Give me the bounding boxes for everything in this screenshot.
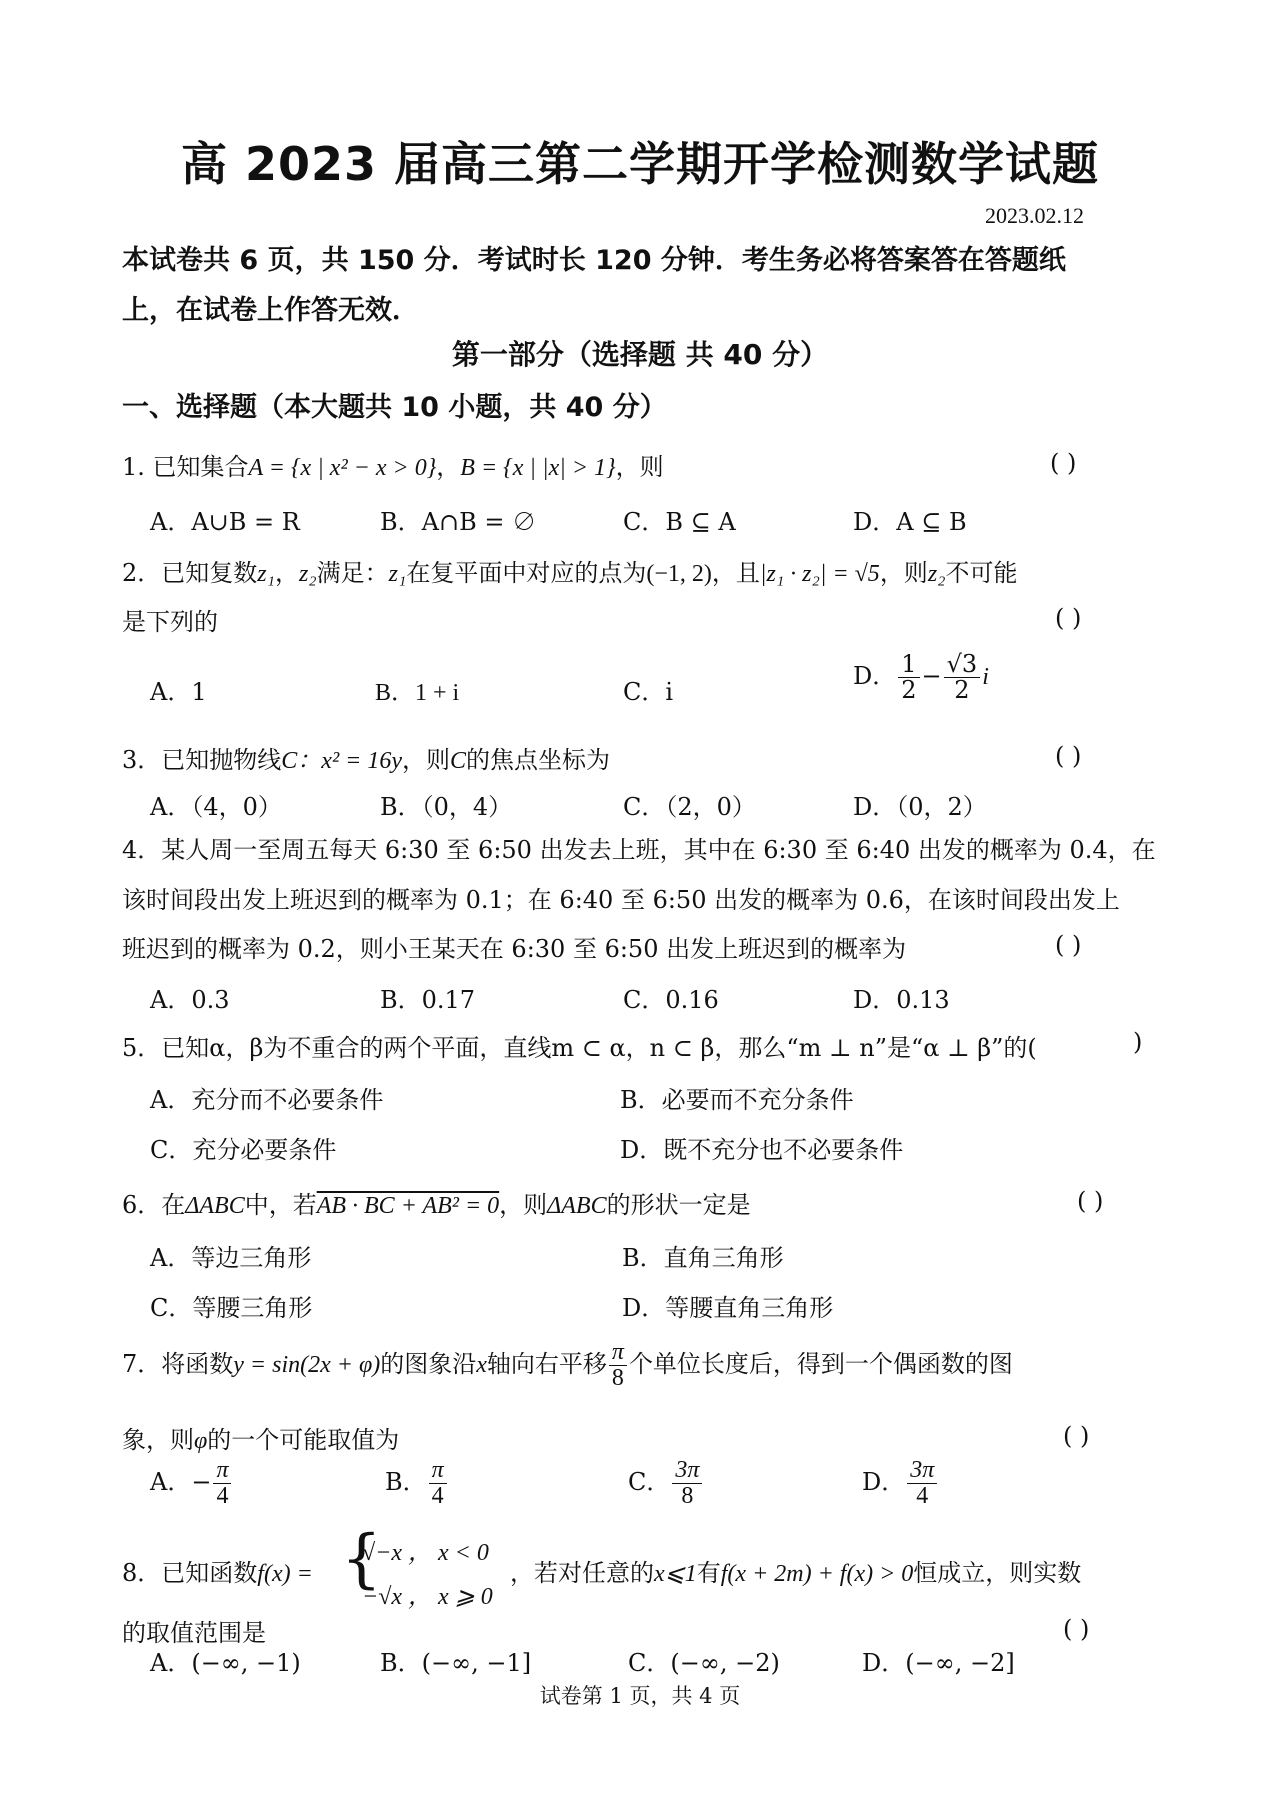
q7-option-a-sign: − [191, 1468, 212, 1497]
q7-answer-paren: ( ) [1063, 1422, 1090, 1450]
q7-option-c-frac: $\frac{3\pi}{8}$ [672, 1458, 702, 1509]
q1-option-c: C．B ⊆ A [623, 508, 736, 536]
q7-option-b-frac: $\frac{\pi}{4}$ [429, 1458, 447, 1509]
q8-inequality: f(x + 2m) + f(x) > 0 [720, 1561, 914, 1587]
q6-triangle-again: ΔABC [547, 1193, 607, 1219]
q7-stem-c: 轴向右平移 [486, 1350, 607, 1379]
q2-z1-again: z₁ [388, 561, 407, 587]
q7-option-b [385, 1458, 449, 1509]
q3-stem-b: ，则 [402, 746, 450, 774]
q3-option-b: B．（0，4） [380, 793, 513, 821]
q3-stem-c: 的焦点坐标为 [466, 746, 611, 774]
q4-option-b: B．0.17 [380, 986, 476, 1014]
q6-answer-paren: ( ) [1077, 1187, 1104, 1215]
q1-stem-c: ，则 [615, 453, 664, 481]
q8-option-a: A．(−∞, −1) [150, 1649, 301, 1677]
q4-option-d: D．0.13 [853, 986, 950, 1014]
q1-option-b: B．A∩B = ∅ [380, 508, 537, 536]
q2-point: (−1, 2) [646, 561, 712, 587]
q1-set-b: B = {x | |x| > 1} [460, 455, 616, 481]
q7-phi: φ [194, 1428, 208, 1454]
q7-option-c [628, 1458, 704, 1509]
q7-stem-a: 7．将函数 [122, 1350, 234, 1379]
q3-equation: x² = 16y [321, 748, 402, 774]
q5-option-c: C．充分必要条件 [150, 1136, 337, 1164]
q4-answer-paren: ( ) [1055, 931, 1082, 959]
q6-stem-b: 中，若 [244, 1191, 317, 1219]
q2-answer-paren: ( ) [1055, 604, 1082, 632]
q1-stem-a: 1. 已知集合 [122, 453, 249, 481]
q8-case-2: −√x ， x ⩾ 0 [362, 1584, 493, 1610]
q8-brace: { [341, 1522, 382, 1596]
q6-option-d: D．等腰直角三角形 [622, 1294, 834, 1322]
q7-line2-a: 象，则 [122, 1426, 194, 1454]
exam-date: 2023.02.12 [985, 203, 1084, 228]
q8-stem-b: ，若对任意的 [510, 1559, 654, 1587]
q7-option-d-frac: $\frac{3\pi}{4}$ [907, 1458, 937, 1509]
q3-stem-a: 3．已知抛物线 [122, 746, 282, 774]
q2-option-a: A．1 [150, 678, 207, 706]
q2-option-b: B．1 + i [375, 680, 460, 706]
q5-close-paren: ) [1133, 1028, 1143, 1056]
q4-line-3: 班迟到的概率为 0.2，则小王某天在 6:30 至 6:50 出发上班迟到的概率为 [122, 935, 907, 963]
q2-stem-b: 满足： [316, 559, 389, 587]
q1-option-d: D．A ⊆ B [853, 508, 967, 536]
q2-option-d-minus: − [921, 662, 942, 691]
q7-x: x [476, 1352, 487, 1379]
q2-z1: z₁ [257, 561, 275, 587]
q7-option-a-frac: $\frac{\pi}{4}$ [213, 1458, 231, 1509]
q7-option-d-label: D． [862, 1468, 906, 1497]
page-footer: 试卷第 1 页，共 4 页 [539, 1684, 741, 1708]
q3-curve-name: C [450, 748, 467, 774]
q2-option-c: C．i [623, 678, 674, 706]
q6-triangle: ΔABC [185, 1193, 245, 1219]
q2-z2-again: z₂ [927, 561, 946, 587]
q7-option-c-label: C． [628, 1468, 671, 1497]
q6-option-c: C．等腰三角形 [150, 1294, 313, 1322]
q6-option-b: B．直角三角形 [622, 1244, 784, 1272]
q5-option-d: D．既不充分也不必要条件 [620, 1136, 904, 1164]
q1-answer-paren: ( ) [1050, 449, 1077, 477]
q6-stem-a: 6．在 [122, 1191, 186, 1219]
q2-option-d-label: D． [853, 662, 897, 691]
q6-vector-eq: AB · BC + AB² = 0 [316, 1193, 500, 1219]
q4-line-2: 该时间段出发上班迟到的概率为 0.1；在 6:40 至 6:50 出发的概率为 0.6，在该时间段出发上 [122, 886, 1120, 914]
q2-modulus: |z₁ · z₂| = √5 [759, 561, 880, 587]
q8-stem-rest [510, 1553, 1081, 1588]
q2-stem-e: ，则 [879, 559, 928, 587]
q2-stem-d: ，且 [711, 559, 760, 587]
question-3 [122, 740, 610, 775]
question-5: 5．已知α，β为不重合的两个平面，直线m ⊂ α，n ⊂ β，那么“m ⊥ n”是“α ⊥ β”的( [122, 1034, 1037, 1062]
q6-option-a: A．等边三角形 [150, 1244, 312, 1272]
q2-option-d-i: i [982, 664, 989, 691]
q2-option-d-frac2: $\frac{√3}{2}$ [944, 652, 981, 703]
question-6 [122, 1185, 751, 1220]
q2-z2: z₂ [298, 561, 317, 587]
q7-option-d [862, 1458, 939, 1509]
q3-curve: C： [281, 748, 322, 774]
exam-title: 高 2023 届高三第二学期开学检测数学试题 [180, 137, 1100, 191]
q4-option-c: C．0.16 [623, 986, 719, 1014]
q6-stem-c: ，则 [499, 1191, 548, 1219]
q8-option-d: D．(−∞, −2] [862, 1649, 1015, 1677]
q7-line2-b: 的一个可能取值为 [207, 1426, 400, 1454]
q2-option-d [853, 652, 989, 703]
q1-stem-b: ， [436, 453, 461, 481]
q7-option-a-label: A． [150, 1468, 192, 1497]
q8-option-b: B．(−∞, −1] [380, 1649, 532, 1677]
q8-line-2: 的取值范围是 [122, 1619, 266, 1647]
part-title: 第一部分（选择题 共 40 分） [451, 338, 829, 371]
q8-option-c: C．(−∞, −2) [628, 1649, 780, 1677]
q8-condition: x⩽1 [654, 1561, 697, 1587]
q7-stem-b: 的图象沿 [380, 1350, 477, 1379]
q4-option-a: A．0.3 [150, 986, 230, 1014]
q3-option-a: A．（4，0） [150, 793, 282, 821]
q2-option-d-frac1: $\frac{1}{2}$ [898, 652, 919, 703]
q3-option-d: D．（0，2） [853, 793, 987, 821]
q8-answer-paren: ( ) [1063, 1615, 1090, 1643]
section-title: 一、选择题（本大题共 10 小题，共 40 分） [122, 392, 667, 423]
q5-option-b: B．必要而不充分条件 [620, 1086, 854, 1114]
question-1 [122, 447, 664, 482]
intro-line-2: 上，在试卷上作答无效． [122, 295, 419, 326]
intro-line-1: 本试卷共 6 页，共 150 分．考试时长 120 分钟．考生务必将答案答在答题纸 [122, 245, 1066, 276]
q7-function: y = sin(2x + φ) [233, 1352, 381, 1379]
q7-option-a [150, 1458, 233, 1509]
q2-stem-a: 2．已知复数 [122, 559, 258, 587]
q7-stem-d: 个单位长度后，得到一个偶函数的图 [628, 1350, 1013, 1379]
q7-option-b-label: B． [385, 1468, 427, 1497]
q2-stem-f: 不可能 [945, 559, 1018, 587]
q5-option-a: A．充分而不必要条件 [150, 1086, 384, 1114]
q8-function: f(x) = [257, 1561, 313, 1587]
q2-line-2: 是下列的 [122, 608, 218, 636]
q8-case-1: √−x ， x < 0 [362, 1540, 489, 1566]
question-7 [122, 1340, 1013, 1391]
q8-stem-a [122, 1553, 313, 1588]
q1-option-a: A．A∪B = R [150, 508, 300, 536]
q7-shift-frac: $\frac{\pi}{8}$ [609, 1340, 627, 1391]
q4-line-1: 4．某人周一至周五每天 6:30 至 6:50 出发去上班，其中在 6:30 至 6:40 出发的概率为 0.4，在 [122, 836, 1156, 864]
q2-stem-c: 在复平面中对应的点为 [406, 559, 647, 587]
question-2: 2．已知复数z₁，z₂满足：z₁在复平面中对应的点为(−1, 2)，且|z₁ · z₂| = √5，则z₂不可能 [122, 559, 1018, 587]
q8-stem-c: 有 [696, 1559, 721, 1587]
q1-set-a: A = {x | x² − x > 0} [248, 455, 437, 481]
q8-stem-d: 恒成立，则实数 [913, 1559, 1082, 1587]
q7-line-2 [122, 1420, 399, 1455]
q3-option-c: C．（2，0） [623, 793, 756, 821]
q3-answer-paren: ( ) [1055, 742, 1082, 770]
q6-stem-d: 的形状一定是 [606, 1191, 751, 1219]
q8-stem-a-text: 8．已知函数 [122, 1559, 258, 1587]
